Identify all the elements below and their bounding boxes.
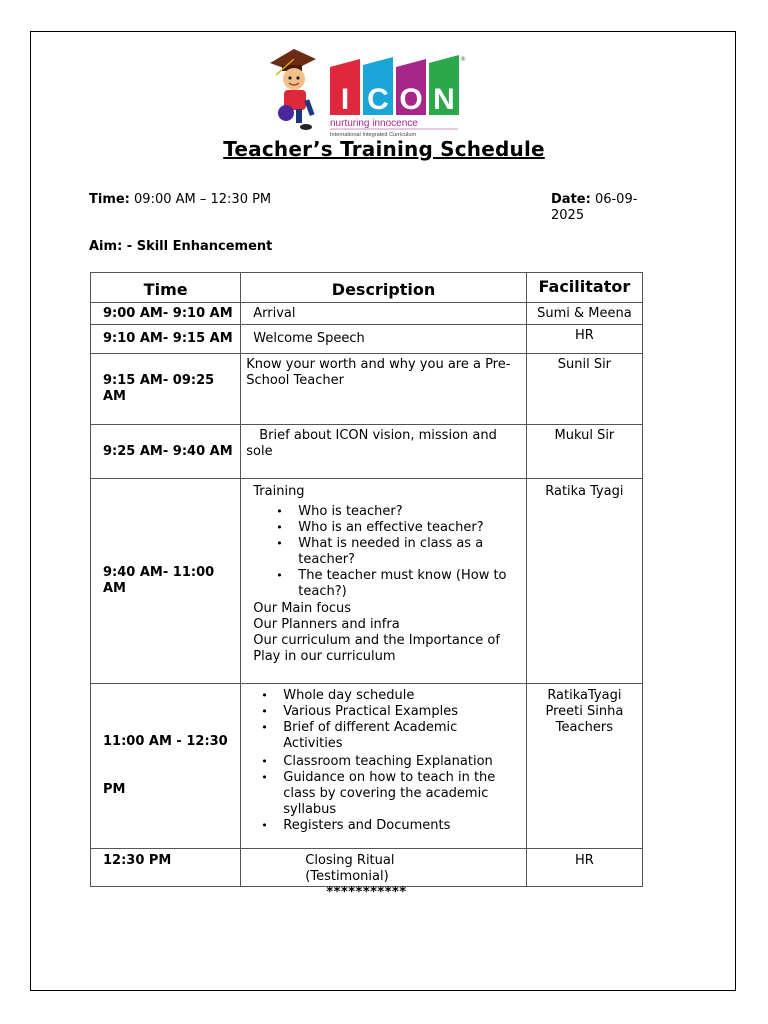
logo-subtitle: International Integrated Curriculum: [330, 132, 417, 138]
table-row: [91, 684, 643, 849]
closing-line: Closing Ritual: [305, 853, 395, 868]
header-facilitator: Facilitator: [526, 273, 642, 303]
facilitator-name: RatikaTyagi: [547, 688, 622, 703]
extra-line: Our curriculum and the Importance of Play in our curriculum: [253, 633, 500, 664]
list-item: • Brief of different Academic Activities: [283, 720, 518, 752]
time-label: Time:: [89, 192, 130, 207]
list-item: • Whole day schedule: [283, 688, 518, 704]
aim-text: Aim: - Skill Enhancement: [89, 239, 273, 254]
date-value: 06-09-2025: [551, 192, 638, 223]
list-item: • What is needed in class as a teacher?: [298, 536, 518, 568]
training-intro: Training: [253, 484, 305, 499]
table-row: [91, 303, 643, 325]
table-row: [91, 479, 643, 684]
training-bullets: [253, 504, 518, 600]
table-row: [91, 425, 643, 479]
list-item: • Guidance on how to teach in the class by covering the academic syllabus: [283, 770, 518, 818]
date-label: Date:: [551, 192, 591, 207]
row-facilitator: Sumi & Meena: [526, 303, 642, 325]
time-value: 09:00 AM – 12:30 PM: [134, 192, 272, 207]
row-time: 12:30 PM: [91, 849, 241, 887]
row-description: Arrival: [241, 303, 527, 325]
logo-tagline: nurturing innocence: [330, 118, 418, 129]
facilitator-name: Preeti Sinha: [545, 704, 624, 719]
row-facilitator: HR: [526, 849, 642, 887]
list-item: • Who is an effective teacher?: [298, 520, 518, 536]
svg-text:C: C: [367, 83, 389, 116]
row-time-line: PM: [103, 782, 126, 797]
row-time: 9:15 AM- 09:25 AM: [91, 354, 241, 425]
closing-line: (Testimonial): [305, 869, 389, 884]
row-description: [241, 849, 527, 887]
header-time: Time: [91, 273, 241, 303]
date-field: [551, 192, 661, 224]
facilitator-name: Teachers: [555, 720, 613, 735]
row-facilitator: Sunil Sir: [526, 354, 642, 425]
svg-text:N: N: [433, 83, 455, 116]
list-item: • The teacher must know (How to teach?): [298, 568, 518, 600]
row-facilitator: Mukul Sir: [526, 425, 642, 479]
header-description: Description: [241, 273, 527, 303]
activity-bullets: [253, 688, 518, 834]
row-description: Know your worth and why you are a Pre-School Teacher: [241, 354, 527, 425]
list-item: • Classroom teaching Explanation: [283, 754, 518, 770]
row-description: Welcome Speech: [241, 325, 527, 354]
list-item: • Who is teacher?: [298, 504, 518, 520]
row-facilitator: HR: [526, 325, 642, 354]
svg-text:I: I: [340, 83, 350, 116]
row-time: [91, 684, 241, 849]
row-time: 9:40 AM- 11:00 AM: [91, 479, 241, 684]
row-time: 9:00 AM- 9:10 AM: [91, 303, 241, 325]
row-description: Brief about ICON vision, mission and sole: [241, 425, 527, 479]
row-description: [241, 479, 527, 684]
row-time: 9:10 AM- 9:15 AM: [91, 325, 241, 354]
footer-stars: ***********: [326, 885, 407, 900]
time-field: [89, 192, 289, 208]
icon-logo: [268, 45, 468, 140]
table-header-row: [91, 273, 643, 303]
row-facilitator: Ratika Tyagi: [526, 479, 642, 684]
row-facilitator: [526, 684, 642, 849]
table-row: [91, 354, 643, 425]
list-item: • Registers and Documents: [283, 818, 518, 834]
extra-line: Our Planners and infra: [253, 617, 400, 632]
brand-letters: [330, 55, 459, 116]
list-item: • Various Practical Examples: [283, 704, 518, 720]
row-description: [241, 684, 527, 849]
svg-text:®: ®: [460, 56, 466, 63]
table-row: [91, 325, 643, 354]
table-row: [91, 849, 643, 887]
page-title: Teacher’s Training Schedule: [223, 137, 545, 161]
svg-text:O: O: [399, 83, 423, 116]
graduate-mascot-icon: [270, 49, 316, 130]
schedule-table: [90, 272, 643, 887]
row-time-line: 11:00 AM - 12:30: [103, 734, 228, 749]
extra-line: Our Main focus: [253, 601, 352, 616]
row-time: 9:25 AM- 9:40 AM: [91, 425, 241, 479]
